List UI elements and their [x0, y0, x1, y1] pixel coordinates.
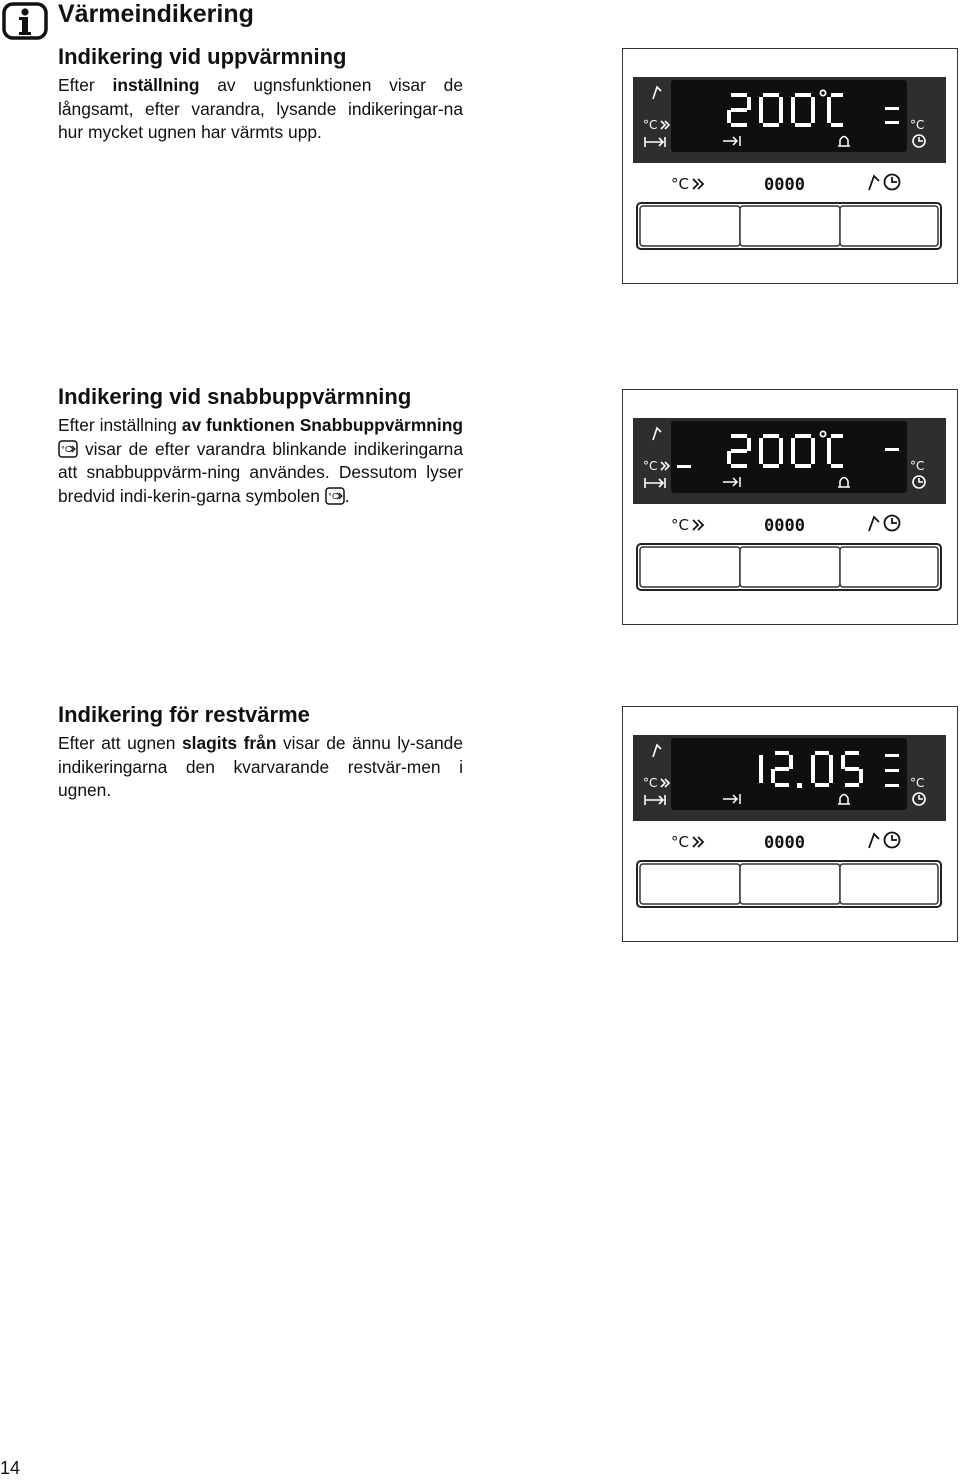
rapid-heat-icon — [325, 487, 345, 505]
timer-digits-label: 0000 — [764, 516, 805, 536]
timer-button[interactable] — [740, 547, 840, 587]
svg-text:°C: °C — [643, 118, 658, 132]
timer-clock-icon — [869, 175, 900, 191]
timer-clock-icon — [869, 833, 900, 849]
section-text: Efter inställning av funktionen Snabbuppvärmning °C visar de efter varandra blinkande indikeringarna att snabbuppvärm-ning användes. Dessutom lyser bredvid indi-kerin-garna symbolen °C . — [58, 415, 463, 506]
rapid-heat-button[interactable] — [640, 547, 740, 587]
led-display — [671, 80, 907, 152]
button-row — [637, 203, 941, 249]
rapid-heat-button[interactable] — [640, 864, 740, 904]
button-row — [637, 544, 941, 590]
led-display — [671, 421, 907, 493]
button-labels — [671, 516, 900, 537]
rapid-heat-icon — [58, 440, 78, 458]
section-heating — [58, 44, 463, 145]
page-title: Värmeindikering — [58, 0, 254, 28]
section-residual-heat — [58, 702, 463, 803]
oven-control-panel — [622, 706, 958, 942]
info-icon — [2, 2, 48, 40]
svg-text:°C: °C — [910, 459, 925, 473]
button-row — [637, 861, 941, 907]
timer-button[interactable] — [740, 864, 840, 904]
svg-text:°C: °C — [61, 444, 71, 454]
timer-digits-label: 0000 — [764, 833, 805, 853]
timer-digits-label: 0000 — [764, 175, 805, 195]
page-number: 14 — [0, 1458, 21, 1478]
svg-text:°C: °C — [643, 776, 658, 790]
rapid-heat-icon: °C — [671, 516, 689, 534]
timer-button[interactable] — [740, 206, 840, 246]
button-labels — [671, 175, 900, 196]
rapid-heat-icon: °C — [671, 175, 689, 193]
button-labels — [671, 833, 900, 854]
section-heading: Indikering vid snabbuppvärmning — [58, 384, 412, 409]
timer-clock-icon — [869, 516, 900, 532]
clock-button[interactable] — [840, 547, 938, 587]
section-text: Efter inställning av ugnsfunktionen visar de långsamt, efter varandra, lysande indikeringar-na hur mycket ugnen har värmts upp. — [58, 75, 463, 142]
clock-button[interactable] — [840, 206, 938, 246]
svg-text:°C: °C — [643, 459, 658, 473]
oven-control-panel — [622, 389, 958, 625]
rapid-heat-button[interactable] — [640, 206, 740, 246]
section-heading: Indikering vid uppvärmning — [58, 44, 347, 69]
section-rapid-heating — [58, 384, 463, 508]
section-text: Efter att ugnen slagits från visar de ännu ly-sande indikeringarna den kvarvarande restvär-men i ugnen. — [58, 733, 464, 800]
clock-button[interactable] — [840, 864, 938, 904]
rapid-heat-icon: °C — [671, 833, 689, 851]
oven-control-panel — [622, 48, 958, 284]
svg-text:°C: °C — [910, 118, 925, 132]
svg-text:°C: °C — [327, 491, 338, 501]
led-display — [671, 738, 907, 810]
section-heading: Indikering för restvärme — [58, 702, 310, 727]
svg-text:°C: °C — [910, 776, 925, 790]
